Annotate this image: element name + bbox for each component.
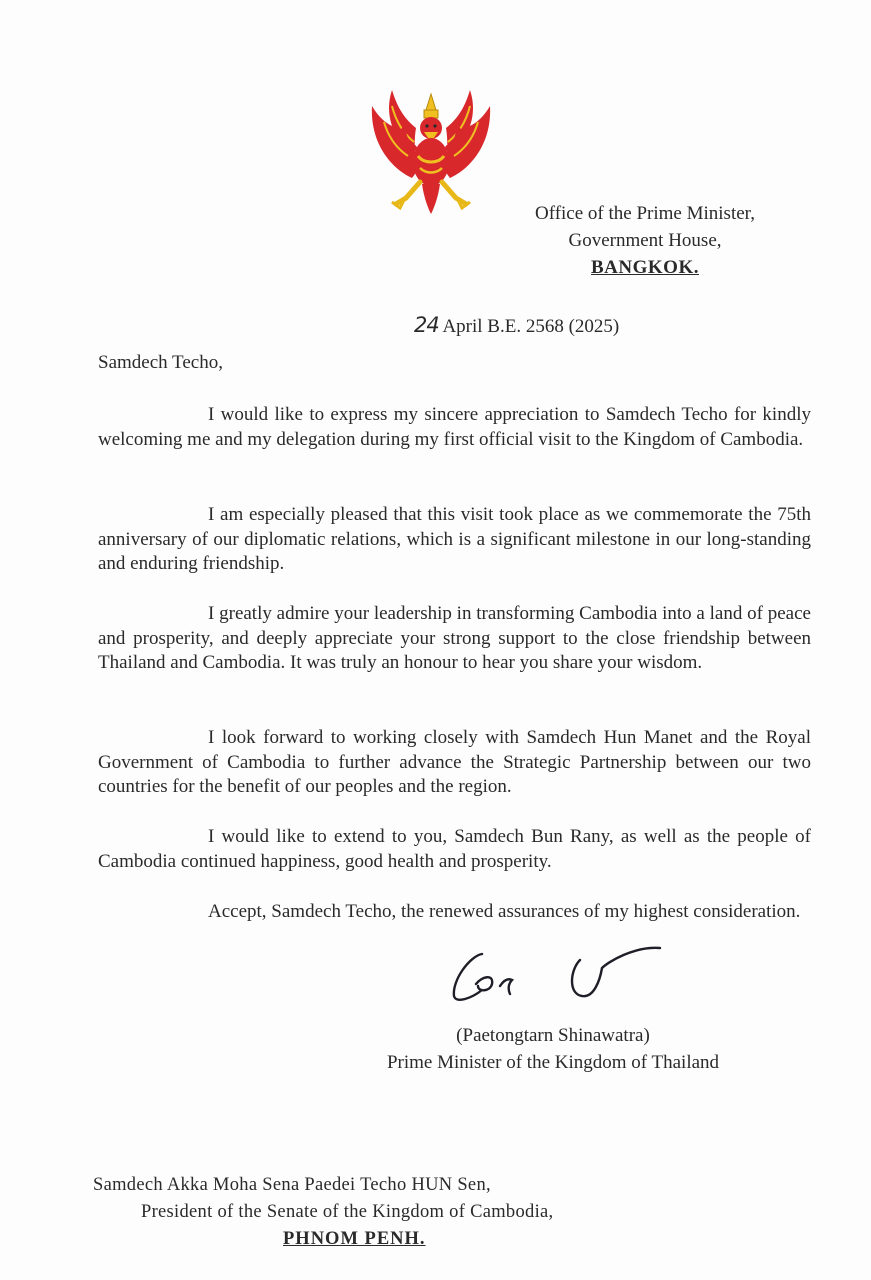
signer-name: (Paetongtarn Shinawatra) bbox=[456, 1025, 650, 1046]
body-paragraph-6: Accept, Samdech Techo, the renewed assurances of my highest consideration. bbox=[208, 901, 801, 922]
addressee-block bbox=[93, 1172, 553, 1253]
office-city: BANGKOK. bbox=[591, 257, 699, 278]
addressee-city: PHNOM PENH. bbox=[283, 1229, 426, 1249]
signer-block bbox=[363, 1022, 743, 1076]
body-paragraph-4: I look forward to working closely with Samdech Hun Manet and the Royal Government of Cambodia to further advance the Strategic Partnership between our two countries for the benefit of our peoples and the region. bbox=[98, 727, 811, 797]
addressee-line-1: Samdech Akka Moha Sena Paedei Techo HUN Sen, bbox=[93, 1175, 491, 1195]
salutation: Samdech Techo, bbox=[98, 352, 223, 373]
office-line-2: Government House, bbox=[568, 230, 722, 251]
body-paragraph-2: I am especially pleased that this visit took place as we commemorate the 75th anniversary of our diplomatic relations, which is a significant milestone in our long-standing and enduring friendship. bbox=[98, 504, 811, 574]
office-line-1: Office of the Prime Minister, bbox=[535, 203, 755, 224]
letterhead-office bbox=[485, 200, 805, 281]
body-paragraph-3: I greatly admire your leadership in transforming Cambodia into a land of peace and prosperity, and deeply appreciate your strong support to the close friendship between Thailand and Cambodia. It was truly an honour to hear you share your wisdom. bbox=[98, 603, 811, 673]
signer-title: Prime Minister of the Kingdom of Thailand bbox=[386, 1052, 720, 1073]
date-day: 24 bbox=[414, 313, 439, 337]
handwritten-signature-icon bbox=[442, 940, 672, 1010]
garuda-emblem-icon bbox=[362, 86, 500, 222]
body-paragraph-5: I would like to extend to you, Samdech Bun Rany, as well as the people of Cambodia continued happiness, good health and prosperity. bbox=[98, 826, 811, 872]
body-paragraph-1: I would like to express my sincere appreciation to Samdech Techo for kindly welcoming me and my delegation during my first official visit to the Kingdom of Cambodia. bbox=[98, 404, 811, 450]
date-rest: April B.E. 2568 (2025) bbox=[442, 316, 620, 337]
addressee-line-2: President of the Senate of the Kingdom of Cambodia, bbox=[141, 1202, 554, 1222]
letter-date bbox=[414, 313, 619, 338]
